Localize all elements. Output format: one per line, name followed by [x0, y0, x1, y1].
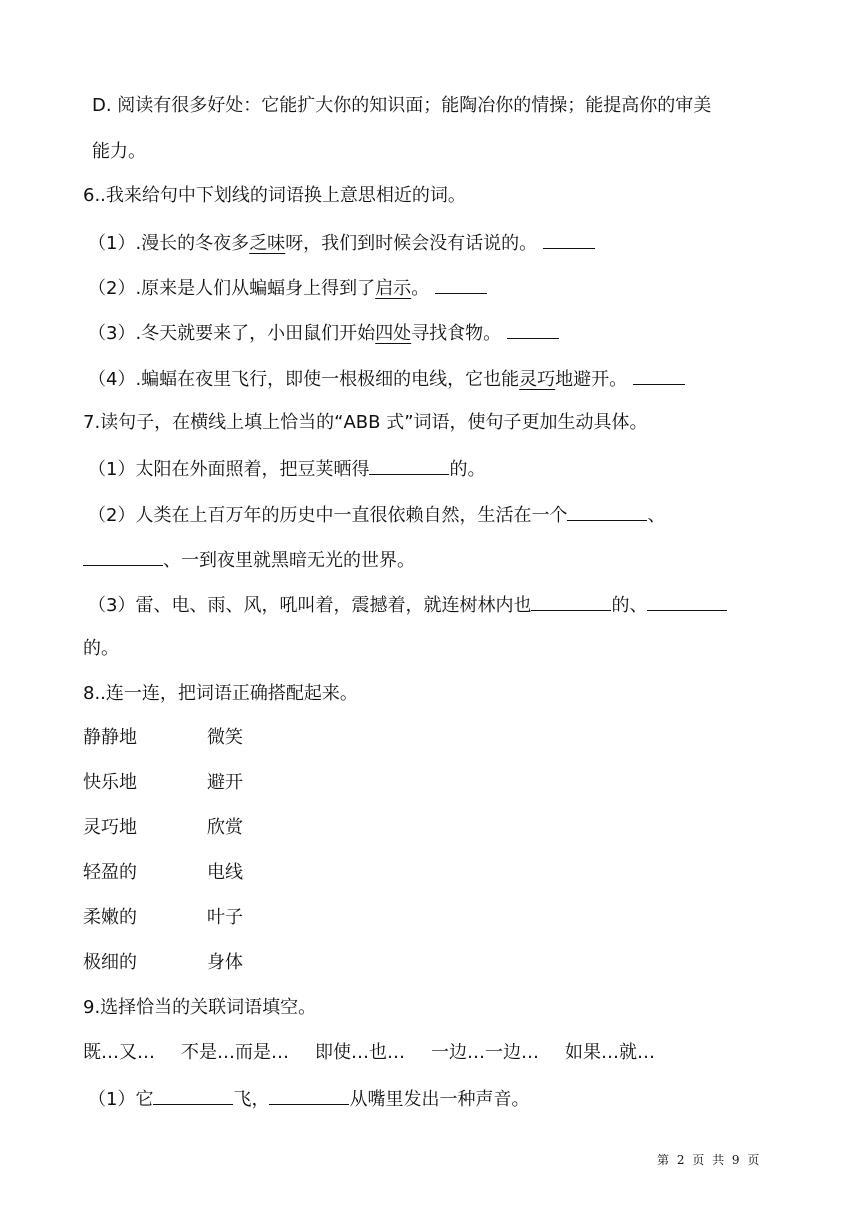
- q7-s1-text: （1）太阳在外面照着，把豆荚晒得: [88, 459, 370, 480]
- match-right-word[interactable]: 微笑: [207, 727, 243, 748]
- match-left-word[interactable]: 静静地: [83, 727, 137, 748]
- match-left-word[interactable]: 柔嫩的: [83, 907, 137, 928]
- answer-blank[interactable]: [543, 230, 595, 249]
- answer-blank[interactable]: [83, 547, 163, 566]
- match-right-word[interactable]: 身体: [207, 952, 243, 973]
- q7-s2-sep: 、: [647, 505, 666, 526]
- q6-item-4-word: 灵巧: [519, 369, 556, 390]
- q6-item-3-post: 寻找食物。: [411, 323, 502, 344]
- match-right-word[interactable]: 叶子: [207, 907, 243, 928]
- match-right-word[interactable]: 欣赏: [207, 817, 243, 838]
- q7-sentence-3-end: 的。: [83, 638, 119, 659]
- q7-sentence-2: [88, 502, 665, 528]
- answer-blank[interactable]: [269, 1086, 349, 1105]
- q6-item-3: [88, 320, 559, 346]
- q7-s3-text: （3）雷、电、雨、风，吼叫着，震撼着，就连树林内也: [88, 595, 532, 616]
- conjunction-option: 一边…一边…: [431, 1042, 539, 1063]
- answer-blank[interactable]: [633, 366, 685, 385]
- q6-item-1-pre: （1）.漫长的冬夜多: [88, 233, 250, 254]
- match-left-word[interactable]: 灵巧地: [83, 817, 137, 838]
- answer-blank[interactable]: [567, 502, 647, 521]
- q8-title: 8..连一连，把词语正确搭配起来。: [83, 683, 358, 704]
- conjunction-option: 即使…也…: [315, 1042, 405, 1063]
- q6-item-2-word: 启示: [375, 278, 412, 299]
- q6-item-2-post: 。: [411, 278, 430, 299]
- q6-item-4-post: 地避开。: [555, 369, 628, 390]
- q7-sentence-1: [88, 456, 485, 482]
- q7-s2-end: 、一到夜里就黑暗无光的世界。: [163, 550, 415, 571]
- conjunction-option: 既…又…: [83, 1042, 155, 1063]
- conjunction-option: 如果…就…: [565, 1042, 655, 1063]
- option-d-line1: D. 阅读有很多好处：它能扩大你的知识面；能陶冶你的情操；能提高你的审美: [92, 95, 712, 116]
- q6-item-1-post: 呀，我们到时候会没有话说的。: [285, 233, 538, 254]
- q6-title: 6..我来给句中下划线的词语换上意思相近的词。: [83, 185, 466, 206]
- q7-sentence-2-cont: [83, 547, 415, 573]
- q6-item-3-pre: （3）.冬天就要来了，小田鼠们开始: [88, 323, 376, 344]
- match-left-word[interactable]: 轻盈的: [83, 862, 137, 883]
- match-right-word[interactable]: 电线: [207, 862, 243, 883]
- option-d-line2: 能力。: [92, 141, 146, 162]
- q6-item-2: [88, 275, 487, 301]
- answer-blank[interactable]: [153, 1086, 233, 1105]
- q7-s3-sep: 的、: [611, 595, 648, 616]
- q7-s2-text: （2）人类在上百万年的历史中一直很依赖自然，生活在一个: [88, 505, 568, 526]
- conjunction-option: 不是…而是…: [181, 1042, 289, 1063]
- q6-item-4-pre: （4）.蝙蝠在夜里飞行，即使一根极细的电线，它也能: [88, 369, 520, 390]
- match-left-word[interactable]: 极细的: [83, 952, 137, 973]
- match-left-word[interactable]: 快乐地: [83, 772, 137, 793]
- q9-s1-mid: 飞，: [233, 1089, 270, 1110]
- match-right-word[interactable]: 避开: [207, 772, 243, 793]
- q7-sentence-3: [88, 592, 727, 618]
- answer-blank[interactable]: [647, 592, 727, 611]
- q6-item-1: [88, 230, 595, 256]
- q7-s1-end: 的。: [449, 459, 486, 480]
- q9-s1-end: 从嘴里发出一种声音。: [349, 1089, 530, 1110]
- q7-title: 7.读句子，在横线上填上恰当的“ABB 式”词语，使句子更加生动具体。: [83, 412, 648, 433]
- q9-s1-text: （1）它: [88, 1089, 154, 1110]
- answer-blank[interactable]: [507, 320, 559, 339]
- answer-blank[interactable]: [369, 456, 449, 475]
- q9-title: 9.选择恰当的关联词语填空。: [83, 997, 317, 1018]
- page-footer: 第 2 页 共 9 页: [657, 1153, 762, 1167]
- q6-item-3-word: 四处: [375, 323, 412, 344]
- answer-blank[interactable]: [531, 592, 611, 611]
- q6-item-2-pre: （2）.原来是人们从蝙蝠身上得到了: [88, 278, 376, 299]
- q6-item-1-word: 乏味: [249, 233, 286, 254]
- q6-item-4: [88, 366, 685, 392]
- q9-sentence-1: [88, 1086, 529, 1112]
- answer-blank[interactable]: [435, 275, 487, 294]
- q9-options: [83, 1041, 681, 1065]
